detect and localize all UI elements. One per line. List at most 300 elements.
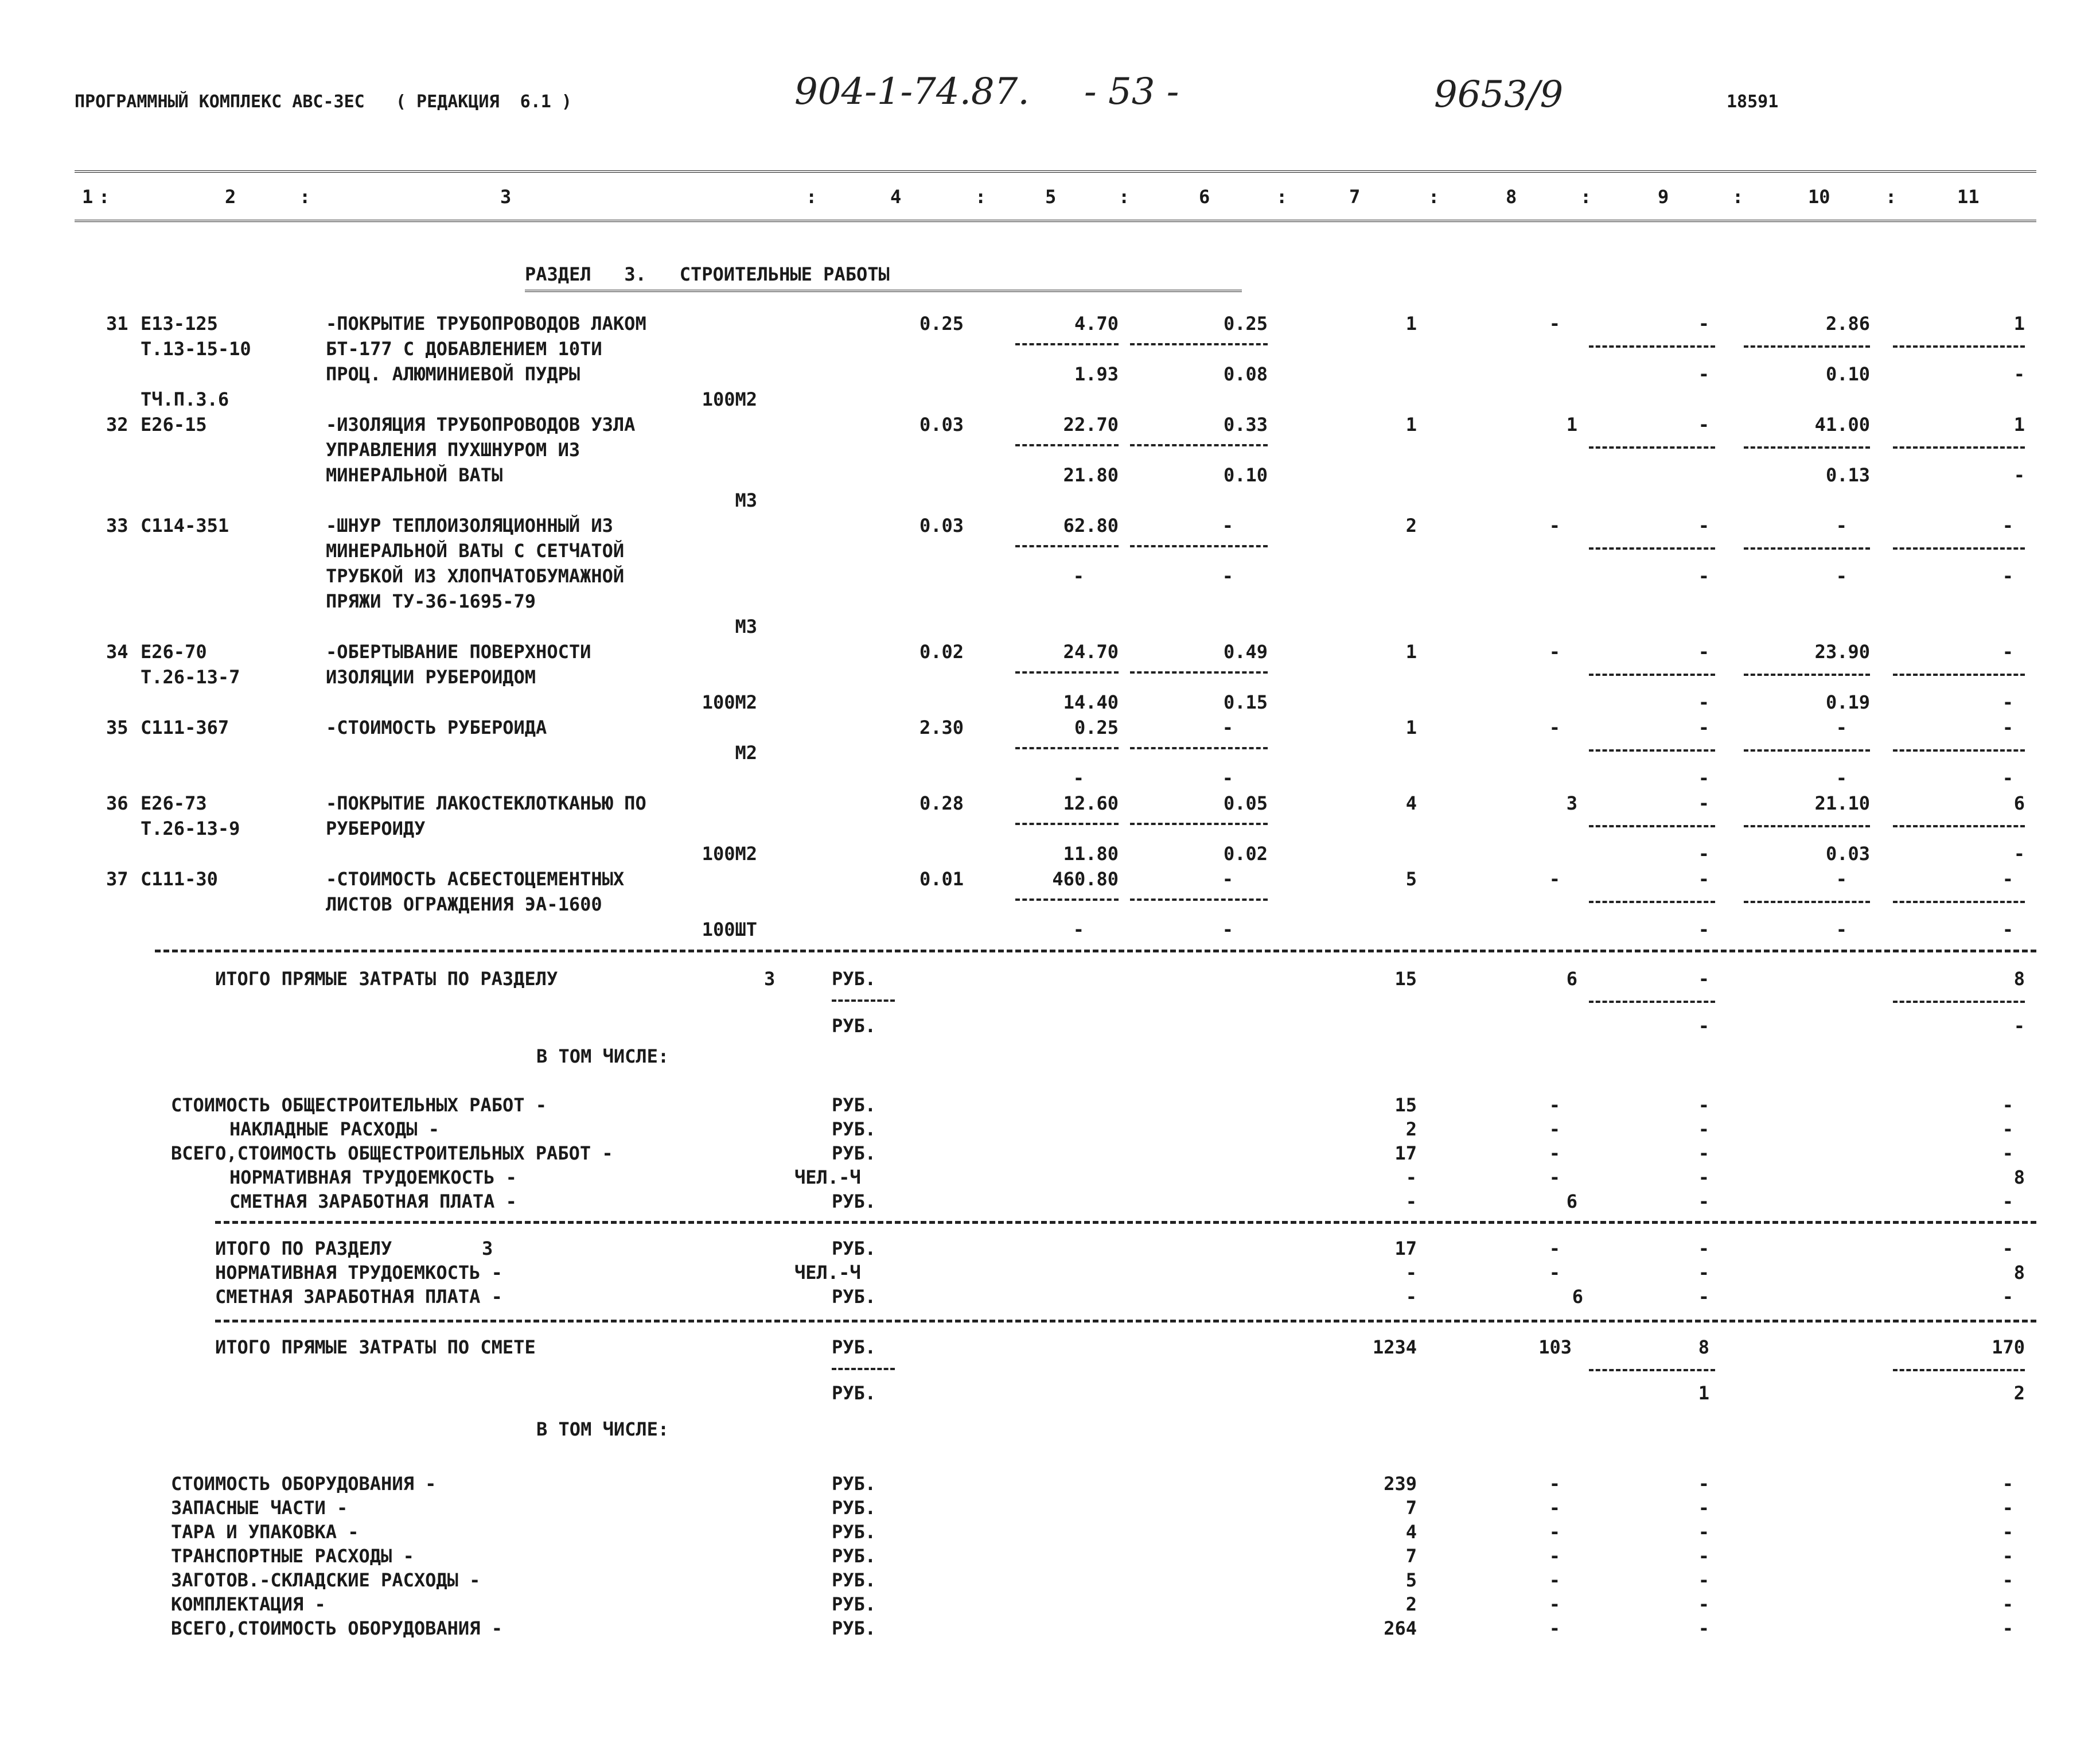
total-cost: 2 bbox=[1405, 1118, 1417, 1140]
estimate-direct-unit: РУБ. bbox=[832, 1336, 876, 1358]
description-line: -ШНУР ТЕПЛОИЗОЛЯЦИОННЫЙ ИЗ bbox=[326, 515, 613, 536]
sub-rule bbox=[1130, 343, 1268, 345]
col8-value: - bbox=[1549, 1094, 1560, 1116]
total-cost: 1 bbox=[1405, 414, 1417, 435]
description-line: ЛИСТОВ ОГРАЖДЕНИЯ ЭА-1600 bbox=[326, 893, 602, 915]
total-cost: 15 bbox=[1394, 968, 1417, 990]
col8-value: - bbox=[1549, 313, 1560, 334]
sub-rule bbox=[1744, 547, 1870, 550]
col11-value: - bbox=[2002, 1191, 2013, 1212]
col10-value: - bbox=[1836, 868, 1847, 890]
total-cost: 17 bbox=[1394, 1238, 1417, 1259]
col11-value: 170 bbox=[1992, 1336, 2025, 1358]
description-line: ПРЯЖИ ТУ-36-1695-79 bbox=[326, 590, 536, 612]
col9-value: - bbox=[1698, 1617, 1709, 1639]
quantity: 0.02 bbox=[919, 641, 964, 663]
col11-value: - bbox=[2002, 1118, 2013, 1140]
description-line: ТРУБКОЙ ИЗ ХЛОПЧАТОБУМАЖНОЙ bbox=[326, 565, 625, 587]
sub-rule bbox=[1015, 747, 1119, 749]
total-cost: 2 bbox=[1405, 1593, 1417, 1615]
col11-value: - bbox=[2002, 1286, 2013, 1308]
quantity: 0.25 bbox=[919, 313, 964, 334]
description-line: ИЗОЛЯЦИИ РУБЕРОИДОМ bbox=[326, 666, 536, 688]
equipment-label: ЗАПАСНЫЕ ЧАСТИ - bbox=[171, 1497, 348, 1519]
rate-code: Е26-70 bbox=[141, 641, 207, 663]
sub-rule bbox=[832, 999, 895, 1002]
col10-value: 2.86 bbox=[1825, 313, 1870, 334]
header-rule-top bbox=[75, 170, 2036, 173]
col-sep: : bbox=[975, 186, 987, 208]
col9-value: - bbox=[1698, 1238, 1709, 1259]
handwritten-project-code: 904-1-74.87. bbox=[794, 71, 1030, 113]
col11-wages: - bbox=[2013, 843, 2025, 865]
col-header-2: 2 bbox=[225, 186, 236, 208]
col-sep: : bbox=[1428, 186, 1440, 208]
sub-rule bbox=[1744, 749, 1870, 752]
col11-wages: - bbox=[2013, 363, 2025, 385]
col8-value: 103 bbox=[1538, 1336, 1572, 1358]
col11-secondary: - bbox=[2013, 1015, 2025, 1037]
col-sep: : bbox=[1119, 186, 1130, 208]
col8-value: - bbox=[1549, 1521, 1560, 1543]
breakdown-unit: ЧЕЛ.-Ч bbox=[794, 1166, 861, 1188]
description-line: -СТОИМОСТЬ АСБЕСТОЦЕМЕНТНЫХ bbox=[326, 868, 625, 890]
col-header-7: 7 bbox=[1349, 186, 1361, 208]
col-header-9: 9 bbox=[1658, 186, 1669, 208]
unit-cost-wages: - bbox=[1073, 767, 1084, 789]
col11-value: - bbox=[2002, 515, 2013, 536]
col8-value: 3 bbox=[1566, 792, 1577, 814]
sub-rule bbox=[1015, 343, 1119, 345]
col6-value: - bbox=[1222, 515, 1233, 536]
sub-rule bbox=[1893, 1001, 2025, 1003]
col11-value: 6 bbox=[2013, 792, 2025, 814]
sub-rule bbox=[1589, 345, 1715, 348]
sub-rule bbox=[1893, 547, 2025, 550]
description-line: БТ-177 С ДОБАВЛЕНИЕМ 10ТИ bbox=[326, 338, 602, 360]
section-total-unit: ЧЕЛ.-Ч bbox=[794, 1262, 861, 1283]
sub-rule bbox=[1130, 823, 1268, 825]
col11-value: - bbox=[2002, 1617, 2013, 1639]
col9-value: - bbox=[1698, 1569, 1709, 1591]
quantity: 2.30 bbox=[919, 717, 964, 738]
total-cost: 264 bbox=[1384, 1617, 1417, 1639]
rate-reference: ТЧ.П.3.6 bbox=[141, 388, 229, 410]
sub-rule bbox=[1589, 749, 1715, 752]
col8-value: - bbox=[1549, 1142, 1560, 1164]
col10-wages: 0.03 bbox=[1825, 843, 1870, 865]
col10-wages: - bbox=[1836, 919, 1847, 940]
description-line: МИНЕРАЛЬНОЙ ВАТЫ С СЕТЧАТОЙ bbox=[326, 540, 625, 562]
col9-value: - bbox=[1698, 1521, 1709, 1543]
header-rule-bottom bbox=[75, 220, 2036, 222]
col9-value: - bbox=[1698, 641, 1709, 663]
unit: 100ШТ bbox=[702, 919, 757, 940]
unit: 100М2 bbox=[702, 843, 757, 865]
description-line: -ОБЕРТЫВАНИЕ ПОВЕРХНОСТИ bbox=[326, 641, 591, 663]
col11-value: - bbox=[2002, 717, 2013, 738]
col6-value: - bbox=[1222, 868, 1233, 890]
col8-value: 6 bbox=[1572, 1286, 1583, 1308]
description-line: УПРАВЛЕНИЯ ПУХШНУРОМ ИЗ bbox=[326, 439, 580, 461]
sub-rule bbox=[832, 1368, 895, 1370]
row-number: 34 bbox=[106, 641, 128, 663]
row-number: 36 bbox=[106, 792, 128, 814]
unit-cost-total: 4.70 bbox=[1074, 313, 1119, 334]
col11-wages: - bbox=[2013, 464, 2025, 486]
page-number: - 53 - bbox=[1084, 71, 1179, 113]
totals-section-number: 3 bbox=[764, 968, 776, 990]
description-line: ПРОЦ. АЛЮМИНИЕВОЙ ПУДРЫ bbox=[326, 363, 580, 385]
col-header-5: 5 bbox=[1045, 186, 1057, 208]
col9-value: - bbox=[1698, 1593, 1709, 1615]
col10-wages: 0.10 bbox=[1825, 363, 1870, 385]
total-cost: - bbox=[1405, 1166, 1417, 1188]
sub-rule bbox=[1130, 747, 1268, 749]
col9-value: - bbox=[1698, 1473, 1709, 1495]
total-cost: 1 bbox=[1405, 717, 1417, 738]
col6-wages: - bbox=[1222, 565, 1233, 587]
col11-value: - bbox=[2002, 1593, 2013, 1615]
section-title-underline bbox=[525, 290, 1242, 292]
row-number: 32 bbox=[106, 414, 128, 435]
col8-value: - bbox=[1549, 1238, 1560, 1259]
col11-value: 1 bbox=[2013, 414, 2025, 435]
description-line: -ПОКРЫТИЕ ТРУБОПРОВОДОВ ЛАКОМ bbox=[326, 313, 646, 334]
totals-rule bbox=[155, 950, 2036, 952]
col11-value: - bbox=[2002, 1497, 2013, 1519]
unit-cost-total: 62.80 bbox=[1063, 515, 1119, 536]
description-line: РУБЕРОИДУ bbox=[326, 818, 426, 839]
breakdown-unit: РУБ. bbox=[832, 1142, 876, 1164]
col10-wages: - bbox=[1836, 565, 1847, 587]
equipment-label: ТРАНСПОРТНЫЕ РАСХОДЫ - bbox=[171, 1545, 414, 1567]
col11-value: - bbox=[2002, 1094, 2013, 1116]
col11-value: - bbox=[2002, 868, 2013, 890]
col9-wages: - bbox=[1698, 691, 1709, 713]
including-label: В ТОМ ЧИСЛЕ: bbox=[536, 1418, 669, 1440]
col10-wages: - bbox=[1836, 767, 1847, 789]
rate-code: С111-30 bbox=[141, 868, 218, 890]
col9-value: - bbox=[1698, 968, 1709, 990]
col-sep: : bbox=[99, 186, 110, 208]
breakdown-label: НОРМАТИВНАЯ ТРУДОЕМКОСТЬ - bbox=[229, 1166, 517, 1188]
sub-rule bbox=[1744, 901, 1870, 903]
col-header-10: 10 bbox=[1808, 186, 1830, 208]
col8-value: - bbox=[1549, 1593, 1560, 1615]
rate-code-secondary: Т.26-13-7 bbox=[141, 666, 240, 688]
sub-rule bbox=[1015, 671, 1119, 674]
document-number: 18591 bbox=[1727, 92, 1779, 112]
sub-rule bbox=[1744, 825, 1870, 827]
sub-rule bbox=[1893, 446, 2025, 449]
equipment-label: ЗАГОТОВ.-СКЛАДСКИЕ РАСХОДЫ - bbox=[171, 1569, 481, 1591]
col11-value: - bbox=[2002, 641, 2013, 663]
col6-wages: - bbox=[1222, 919, 1233, 940]
col9-wages: - bbox=[1698, 363, 1709, 385]
col6-wages: 0.02 bbox=[1223, 843, 1268, 865]
col11-value: 8 bbox=[2013, 1262, 2025, 1283]
equipment-label: ВСЕГО,СТОИМОСТЬ ОБОРУДОВАНИЯ - bbox=[171, 1617, 502, 1639]
sub-rule bbox=[1589, 446, 1715, 449]
sub-rule bbox=[1130, 671, 1268, 674]
rate-code-secondary: Т.13-15-10 bbox=[141, 338, 251, 360]
col8-value: - bbox=[1549, 1497, 1560, 1519]
section-total-unit: РУБ. bbox=[832, 1238, 876, 1259]
totals-label: ИТОГО ПРЯМЫЕ ЗАТРАТЫ ПО РАЗДЕЛУ bbox=[215, 968, 558, 990]
col11-wages: - bbox=[2002, 919, 2013, 940]
col8-value: 6 bbox=[1566, 1191, 1577, 1212]
total-cost: 4 bbox=[1405, 1521, 1417, 1543]
sub-rule bbox=[1893, 825, 2025, 827]
col8-value: - bbox=[1549, 1617, 1560, 1639]
col9-wages: - bbox=[1698, 843, 1709, 865]
breakdown-label: НАКЛАДНЫЕ РАСХОДЫ - bbox=[229, 1118, 440, 1140]
sub-rule bbox=[1589, 547, 1715, 550]
unit: М3 bbox=[735, 489, 757, 511]
description-line: МИНЕРАЛЬНОЙ ВАТЫ bbox=[326, 464, 503, 486]
col11-value: 8 bbox=[2013, 1166, 2025, 1188]
col-header-3: 3 bbox=[500, 186, 512, 208]
totals-rule bbox=[215, 1320, 2036, 1323]
col10-value: 41.00 bbox=[1814, 414, 1870, 435]
unit-cost-total: 22.70 bbox=[1063, 414, 1119, 435]
col-sep: : bbox=[1276, 186, 1288, 208]
col6-value: 0.25 bbox=[1223, 313, 1268, 334]
col10-value: - bbox=[1836, 515, 1847, 536]
unit-cost-total: 24.70 bbox=[1063, 641, 1119, 663]
quantity: 0.28 bbox=[919, 792, 964, 814]
col10-wages: 0.19 bbox=[1825, 691, 1870, 713]
col9-value: - bbox=[1698, 868, 1709, 890]
breakdown-label: СТОИМОСТЬ ОБЩЕСТРОИТЕЛЬНЫХ РАБОТ - bbox=[171, 1094, 547, 1116]
col9-value: - bbox=[1698, 1262, 1709, 1283]
col8-value: - bbox=[1549, 1166, 1560, 1188]
total-cost: 7 bbox=[1405, 1497, 1417, 1519]
col9-value: - bbox=[1698, 1545, 1709, 1567]
row-number: 33 bbox=[106, 515, 128, 536]
breakdown-unit: РУБ. bbox=[832, 1191, 876, 1212]
unit: 100М2 bbox=[702, 388, 757, 410]
total-cost: 4 bbox=[1405, 792, 1417, 814]
col10-value: 21.10 bbox=[1814, 792, 1870, 814]
col8-value: - bbox=[1549, 1262, 1560, 1283]
col8-value: - bbox=[1549, 1118, 1560, 1140]
col9-value: - bbox=[1698, 1166, 1709, 1188]
section-total-number: 3 bbox=[482, 1238, 493, 1259]
col6-value: 0.49 bbox=[1223, 641, 1268, 663]
col8-value: - bbox=[1549, 1473, 1560, 1495]
sub-rule bbox=[1893, 1369, 2025, 1371]
col6-wages: 0.10 bbox=[1223, 464, 1268, 486]
col8-value: - bbox=[1549, 868, 1560, 890]
description-line: -ПОКРЫТИЕ ЛАКОСТЕКЛОТКАНЬЮ ПО bbox=[326, 792, 646, 814]
col9-value: - bbox=[1698, 515, 1709, 536]
col9-value: - bbox=[1698, 1191, 1709, 1212]
equipment-unit: РУБ. bbox=[832, 1473, 876, 1495]
sub-rule bbox=[1589, 1001, 1715, 1003]
total-cost: 7 bbox=[1405, 1545, 1417, 1567]
handwritten-sheet-number: 9653/9 bbox=[1434, 73, 1564, 116]
estimate-direct-label: ИТОГО ПРЯМЫЕ ЗАТРАТЫ ПО СМЕТЕ bbox=[215, 1336, 536, 1358]
total-cost: 15 bbox=[1394, 1094, 1417, 1116]
equipment-unit: РУБ. bbox=[832, 1569, 876, 1591]
totals-unit-secondary: РУБ. bbox=[832, 1015, 876, 1037]
col6-wages: 0.15 bbox=[1223, 691, 1268, 713]
col9-value: - bbox=[1698, 792, 1709, 814]
col10-wages: 0.13 bbox=[1825, 464, 1870, 486]
col-sep: : bbox=[1732, 186, 1744, 208]
col9-wages: - bbox=[1698, 565, 1709, 587]
col11-secondary: 2 bbox=[2013, 1382, 2025, 1404]
col8-value: - bbox=[1549, 1569, 1560, 1591]
sub-rule bbox=[1744, 345, 1870, 348]
col8-value: - bbox=[1549, 717, 1560, 738]
col11-wages: - bbox=[2002, 691, 2013, 713]
rate-code-secondary: Т.26-13-9 bbox=[141, 818, 240, 839]
program-title: ПРОГРАММНЫЙ КОМПЛЕКС АВС-3ЕС ( РЕДАКЦИЯ 6.1 ) bbox=[75, 92, 572, 112]
unit-cost-total: 460.80 bbox=[1052, 868, 1119, 890]
col10-value: - bbox=[1836, 717, 1847, 738]
sub-rule bbox=[1130, 444, 1268, 446]
rate-code: Е26-15 bbox=[141, 414, 207, 435]
total-cost: - bbox=[1405, 1262, 1417, 1283]
unit-cost-wages: 11.80 bbox=[1063, 843, 1119, 865]
col11-value: - bbox=[2002, 1569, 2013, 1591]
quantity: 0.03 bbox=[919, 414, 964, 435]
sub-rule bbox=[1130, 898, 1268, 901]
sub-rule bbox=[1589, 1369, 1715, 1371]
col9-secondary: - bbox=[1698, 1015, 1709, 1037]
unit-cost-wages: - bbox=[1073, 565, 1084, 587]
col6-value: - bbox=[1222, 717, 1233, 738]
description-line: -СТОИМОСТЬ РУБЕРОИДА bbox=[326, 717, 547, 738]
col8-value: - bbox=[1549, 1545, 1560, 1567]
equipment-label: ТАРА И УПАКОВКА - bbox=[171, 1521, 359, 1543]
rate-code: Е13-125 bbox=[141, 313, 218, 334]
col6-wages: - bbox=[1222, 767, 1233, 789]
totals-unit: РУБ. bbox=[832, 968, 876, 990]
col11-value: 8 bbox=[2013, 968, 2025, 990]
col8-value: - bbox=[1549, 515, 1560, 536]
breakdown-label: ВСЕГО,СТОИМОСТЬ ОБЩЕСТРОИТЕЛЬНЫХ РАБОТ - bbox=[171, 1142, 613, 1164]
total-cost: 1234 bbox=[1372, 1336, 1417, 1358]
description-line: -ИЗОЛЯЦИЯ ТРУБОПРОВОДОВ УЗЛА bbox=[326, 414, 636, 435]
col-sep: : bbox=[1580, 186, 1592, 208]
unit-cost-wages: 21.80 bbox=[1063, 464, 1119, 486]
col-header-11: 11 bbox=[1957, 186, 1980, 208]
col-header-4: 4 bbox=[890, 186, 902, 208]
sub-rule bbox=[1015, 444, 1119, 446]
col-sep: : bbox=[1885, 186, 1897, 208]
unit-cost-wages: 14.40 bbox=[1063, 691, 1119, 713]
col-sep: : bbox=[806, 186, 817, 208]
col-sep: : bbox=[299, 186, 311, 208]
including-label: В ТОМ ЧИСЛЕ: bbox=[536, 1045, 669, 1067]
rate-code: С114-351 bbox=[141, 515, 229, 536]
total-cost: 1 bbox=[1405, 313, 1417, 334]
equipment-label: КОМПЛЕКТАЦИЯ - bbox=[171, 1593, 326, 1615]
equipment-unit: РУБ. bbox=[832, 1593, 876, 1615]
sub-rule bbox=[1130, 545, 1268, 547]
col11-wages: - bbox=[2002, 565, 2013, 587]
section-total-unit: РУБ. bbox=[832, 1286, 876, 1308]
breakdown-unit: РУБ. bbox=[832, 1094, 876, 1116]
totals-rule bbox=[215, 1221, 2036, 1224]
total-cost: 5 bbox=[1405, 868, 1417, 890]
row-number: 37 bbox=[106, 868, 128, 890]
col9-value: - bbox=[1698, 1497, 1709, 1519]
row-number: 31 bbox=[106, 313, 128, 334]
total-cost: 17 bbox=[1394, 1142, 1417, 1164]
equipment-label: СТОИМОСТЬ ОБОРУДОВАНИЯ - bbox=[171, 1473, 437, 1495]
col8-value: 1 bbox=[1566, 414, 1577, 435]
col10-value: 23.90 bbox=[1814, 641, 1870, 663]
sub-rule bbox=[1589, 674, 1715, 676]
col11-wages: - bbox=[2002, 767, 2013, 789]
col9-value: - bbox=[1698, 1094, 1709, 1116]
col6-wages: 0.08 bbox=[1223, 363, 1268, 385]
equipment-unit: РУБ. bbox=[832, 1497, 876, 1519]
row-number: 35 bbox=[106, 717, 128, 738]
col9-value: - bbox=[1698, 313, 1709, 334]
col9-value: - bbox=[1698, 1286, 1709, 1308]
col11-value: - bbox=[2002, 1142, 2013, 1164]
sub-rule bbox=[1893, 749, 2025, 752]
sub-rule bbox=[1893, 901, 2025, 903]
col9-secondary: 1 bbox=[1698, 1382, 1709, 1404]
total-cost: - bbox=[1405, 1191, 1417, 1212]
col11-value: - bbox=[2002, 1521, 2013, 1543]
col8-value: 6 bbox=[1566, 968, 1577, 990]
unit-cost-wages: - bbox=[1073, 919, 1084, 940]
col9-wages: - bbox=[1698, 767, 1709, 789]
unit-cost-total: 0.25 bbox=[1074, 717, 1119, 738]
unit-cost-wages: 1.93 bbox=[1074, 363, 1119, 385]
col11-value: - bbox=[2002, 1473, 2013, 1495]
col9-value: - bbox=[1698, 414, 1709, 435]
col-header-1: 1 bbox=[82, 186, 93, 208]
equipment-unit: РУБ. bbox=[832, 1521, 876, 1543]
col-header-8: 8 bbox=[1506, 186, 1517, 208]
sub-rule bbox=[1015, 823, 1119, 825]
total-cost: 239 bbox=[1384, 1473, 1417, 1495]
section-total-label: ИТОГО ПО РАЗДЕЛУ bbox=[215, 1238, 392, 1259]
col11-value: 1 bbox=[2013, 313, 2025, 334]
sub-rule bbox=[1589, 825, 1715, 827]
col9-value: - bbox=[1698, 1142, 1709, 1164]
section-title: РАЗДЕЛ 3. СТРОИТЕЛЬНЫЕ РАБОТЫ bbox=[525, 263, 890, 285]
sub-rule bbox=[1744, 446, 1870, 449]
quantity: 0.03 bbox=[919, 515, 964, 536]
section-total-label: СМЕТНАЯ ЗАРАБОТНАЯ ПЛАТА - bbox=[215, 1286, 502, 1308]
unit: 100М2 bbox=[702, 691, 757, 713]
sub-rule bbox=[1744, 674, 1870, 676]
total-cost: - bbox=[1405, 1286, 1417, 1308]
equipment-unit: РУБ. bbox=[832, 1617, 876, 1639]
sub-rule bbox=[1589, 901, 1715, 903]
unit: М2 bbox=[735, 742, 757, 764]
quantity: 0.01 bbox=[919, 868, 964, 890]
col11-value: - bbox=[2002, 1238, 2013, 1259]
sub-rule bbox=[1015, 545, 1119, 547]
sub-rule bbox=[1893, 674, 2025, 676]
col9-wages: - bbox=[1698, 919, 1709, 940]
rate-code: С111-367 bbox=[141, 717, 229, 738]
breakdown-label: СМЕТНАЯ ЗАРАБОТНАЯ ПЛАТА - bbox=[229, 1191, 517, 1212]
rate-code: Е26-73 bbox=[141, 792, 207, 814]
col11-value: - bbox=[2002, 1545, 2013, 1567]
